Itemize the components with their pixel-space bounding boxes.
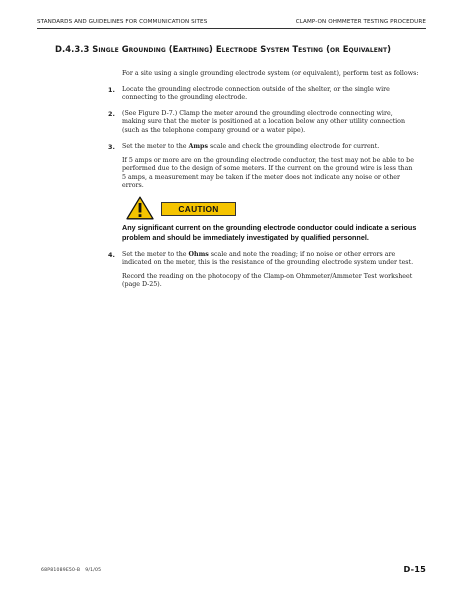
- step-note: If 5 amps or more are on the grounding electrode conductor, the test may not be able to be performed due to the design of some meters. If the current on the ground wire is less than 5 amps, a measurement may be taken if the meter does not indicate any noise or other errors.: [122, 157, 414, 189]
- step-text: Locate the grounding electrode connection outside of the shelter, or the single wire connecting to the grounding electrode.: [122, 86, 390, 102]
- step-text-part: Set the meter to the: [122, 251, 189, 258]
- step-number: 3.: [108, 143, 115, 151]
- caution-text: Any significant current on the grounding electrode conductor could indicate a serious problem and should be immediately investigated by qualified personnel.: [122, 223, 417, 242]
- step-text: [122, 251, 414, 268]
- step-number: 1.: [108, 86, 115, 94]
- step-keyword: Amps: [188, 143, 208, 150]
- header-divider: [37, 28, 426, 29]
- step-text-part: Set the meter to the: [122, 143, 189, 150]
- step-text-part: scale and note the reading; if no noise or other errors are indicated on the meter, this is the resistance of the grounding electrode system under test.: [122, 251, 414, 267]
- running-header-right: CLAMP-ON OHMMETER TESTING PROCEDURE: [295, 19, 426, 25]
- step-note: Record the reading on the photocopy of the Clamp-on Ohmmeter/Ammeter Test worksheet (page D-25).: [122, 273, 413, 289]
- page-number: D-15: [403, 564, 426, 574]
- step-keyword: Ohms: [188, 251, 209, 258]
- caution-callout: [126, 196, 266, 220]
- step-text-part: scale and check the grounding electrode for current.: [208, 143, 380, 150]
- doc-id: 68P81089E50-B: [41, 568, 81, 573]
- step-text: (See Figure D-7.) Clamp the meter around the grounding electrode connecting wire, making sure that the meter is positioned at a location below any other utility connection (such as the telephone company ground or a water pipe).: [122, 110, 406, 134]
- step-text: [122, 143, 414, 151]
- intro-paragraph: For a site using a single grounding electrode system (or equivalent), perform test as follows:: [122, 70, 419, 77]
- warning-triangle-icon: [126, 196, 154, 220]
- caution-label: CAUTION: [161, 202, 236, 216]
- running-header-left: STANDARDS AND GUIDELINES FOR COMMUNICATION SITES: [37, 19, 208, 25]
- footer-doc-info: [41, 568, 101, 573]
- step-number: 2.: [108, 110, 115, 118]
- doc-date: 9/1/05: [85, 568, 102, 573]
- section-title: D.4.3.3 Single Grounding (Earthing) Electrode System Testing (or Equivalent): [55, 44, 391, 54]
- step-number: 4.: [108, 251, 115, 259]
